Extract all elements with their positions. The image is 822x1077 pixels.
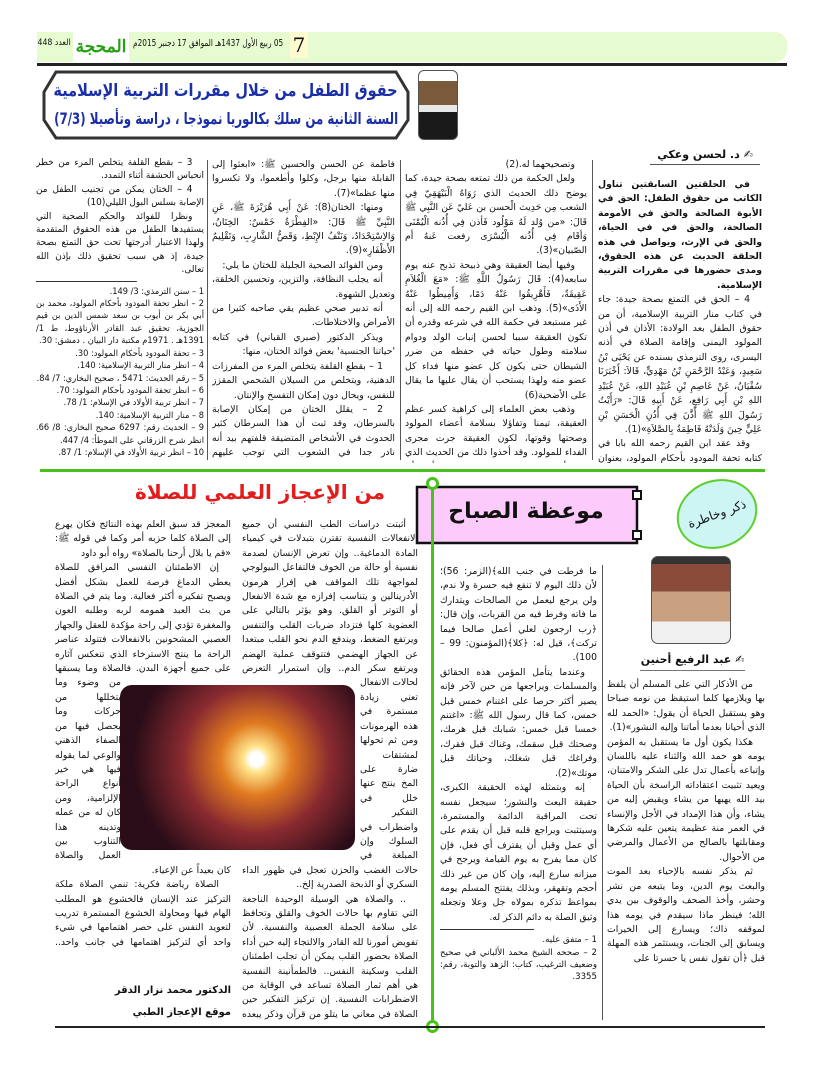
article1-column-1 [598,178,762,463]
wrap-spacer [242,680,360,852]
article2-column-right [607,678,765,1023]
footnote-separator [440,929,534,930]
paragraph: 3 – بقطع القلفة يتخلص المرء من خطر انحباس الحشفة أثناء التمدد. [36,157,204,182]
paragraph: ومن الفوائد الصحية الجليلة للختان ما يلي: [222,259,383,271]
footnote: 1 – سنن الترمذي: 3/ 149. [109,286,204,297]
author-line [641,653,745,666]
header-rule [37,63,787,66]
paragraph: أثبتت دراسات الطب النفسي أن جميع الانفعالات النفسية تقترن بتبدلات في كيمياء المادة الدماغية.. وإن تعرض الإنسان لصدمة نفسية أو حالة من الخوف فالتفاعل البيولوجي لمواجهة تلك المواقف هي إفراز هرمون الأدرينالين و يتناسب إفرازه مع شدة الانفعال أو التوتر أو القلق. وهو يؤثر بالتالي على العضوية كلها فتزداد ضربات القلب والتنفس ويرتفع الضغط، ويندفع الدم نحو القلب مبتعدا عن الجهاز الهضمي فتتوقف عملية الهضم ويرتفع سكر الدم.. وإن استمرار التعرض لحالات الانفعال تعني زيادة مستمرة في هذه الهرمونات ومن ثم تحولها لمشتقات ضارة على المخ ينتج عنها خلل في التفكير واضطراب في السلوك وإن المبلغة في حالات الغضب والحزن تعجل في ظهور الداء السكري أو الذبحة الصدرية إلخ.. [242,519,418,891]
paragraph: وعندما يتأمل المؤمن هذه الحقائق والمسلمات ويراجعها من حين لآخر فإنه يصير أكثر حرصا على اغتنام خمس قبل خمس، كما قال رسول الله ﷺ: «اغتنم خمسا قبل خمس: شبابك قبل هرمك، وصحتك قبل سقمك، وغناك قبل فقرك، وفراغك قبل شغلك، وحياتك قبل موتك»(2). [440,666,597,779]
footnote: 6 – انظر تحفة المودود بأحكام المولود: 70. [56,385,204,396]
article1-title-box [42,70,410,140]
issue-number-box [38,38,71,48]
signature-source: موقع الإعجاز الطبي [132,1007,231,1018]
footnote: 7 – انظر تربية الأولاد في الإسلام: 1/ 78. [63,398,204,409]
author-name: عبد الرفيع أحنين [640,653,732,666]
footnote: 4 – انظر منار التربية الإسلامية: 140. [77,361,204,372]
footnotes [440,934,597,984]
paragraph: 4 – الحق في التمتع بصحة جيدة: جاء في كتاب منار التربية الإسلامية، أن من حقوق الطفل بعد الولادة: الأذان في أذن المولود اليمنى وإقامة الصلاة في أذنه اليسرى، روى الترمذي بسنده عن يَحْيَى بْنُ سَعِيدٍ، وَعَبْدُ الرَّحْمَنِ بْنُ مَهْدِيٍّ، قَالاَ: أَخْبَرَنَا سُفْيَانُ، عَنْ عَاصِمِ بْنِ عُبَيْدِ اللهِ، عَنْ عُبَيْدِ اللهِ بْنِ أَبِي رَافِعٍ، عَنْ أَبِيهِ قَالَ: «رَأَيْتُ رَسُولَ اللهِ ﷺ أَذَّنَ فِي أُذُنِ الْحَسَنِ بْنِ عَلِيٍّ حِينَ وَلَدَتْهُ فَاطِمَةُ بِالصَّلاَةِ»(1). [598,294,762,435]
paragraph: ومنها: الختان(8): عَنْ أَبِي هُرَيْرَةَ ﷺ، عَنِ النَّبِيِّ ﷺ قَالَ: «الفِطْرَةُ خَمْسٌ: الخِتَانُ، وَالاِسْتِحْدَادُ، وَنَتْفُ الإِبْطِ، وَقَصُّ الشَّارِبِ، وَتَقْلِيمُ الأَظْفَارِ»(9). [212,202,395,257]
issue-number: العدد 448 [37,38,71,48]
paragraph: المعجز قد سبق العلم بهذه النتائج فكان يهرع إلى الصلاة كلما حزبه أمر وكما في قوله ﷺ: «قم يا بلال أرحنا بالصلاة» رواه أبو داود [55,519,231,559]
title-line-box [54,78,398,105]
issue-date-box [133,38,283,49]
paragraph: ما فرطت في جنب الله﴾(الزمر: 56)؛ لأن ذلك اليوم لا تنفع فيه حسرة ولا ندم، ولن يرجع ليعمل من الصالحات ويتدارك ما فاته وفرط فيه من القربات، وإن قال: ﴿رب ارجعون لعلي أعمل صالحا فيما تركت﴾، قيل له: ﴿كلا﴾(المؤمنون: 99 – 100). [440,566,597,664]
article3-title: من الإعجاز العلمي للصلاة [135,480,385,504]
article1-title [54,78,398,132]
column-badge: ذكر وخاطرة [667,468,767,560]
author-name: د. لحسن وعكي [657,148,740,161]
pen-icon: ✍ [731,653,745,666]
footnote-separator [36,281,137,282]
signature-name: الدكتور محمد نزار الدقر [114,985,231,996]
paragraph: ونظرا للفوائد والحكم الصحية التي يستفيدها الطفل من هذه الحقوق المتقدمة ولهذا الاعتبار أدرجتها تحت حق التمتع بصحة جيدة، إذ هي سبب تحقيق ذلك بإذن الله تعالى. [36,210,204,276]
green-vertical-divider [431,483,434,1023]
footnote: 2 – صححه الشيخ محمد الألباني في صحيح وضعيف الترغيب، كتاب: الزهد والتوبة، رقم: 3355. [440,947,597,983]
article2-title-box [415,485,645,545]
author-photo [418,70,458,140]
paragraph: فاطمة عن الحسن والحسين ﷺ: «ابعثوا إلى القابلة منها برجل، وكلوا وأطعموا، ولا تكسروا منها عظما»(7). [212,159,395,199]
wrap-spacer [121,680,231,852]
footnote: 3 – تحفة المودود بأحكام المولود: 30. [75,348,204,359]
paragraph: إنه وبتمثله لهذه الحقيقة الكبرى، حقيقة البعث والنشور؛ سيجعل نفسه تحت المراقبة الدائمة والمستمرة، وسيتثبت ويراجع قلبه قبل أن يقدم على أي عمل وقبل أن يقترف أي فعل، فإن كان مما يفرح به يوم القيامة ويرجح في ميزانه سارع إليه، وإن كان من غير ذلك أحجم وتقهقر، وبذلك يفتتح المسلم يومه بمواعظ تذكره بمولاه جل وعلا وتجعله وثيق الصلة به دائم الذكر له. [440,782,597,923]
article3-column-left [55,518,231,948]
column-divider [602,565,603,1020]
paragraph: أنه يجلب النظافة، والتزين، وتحسين الخلقة، وتعديل الشهوة. [212,274,395,300]
paragraph: وقد عقد ابن القيم رحمه الله بابا في كتابه تحفة المودود بأحكام المولود، بعنوان [598,438,762,463]
section-divider [40,469,765,472]
author-line [657,148,753,161]
footnote: 5 – رقم الحديث: 5471 ، صحيح البخاري: 7/ 84. [36,373,204,384]
article3-column-right [242,518,418,1023]
footnote: 2 – انظر تحفة المودود بأحكام المولود، محمد بن أبي بكر بن أيوب بن سعد شمس الدين بن قيم الجوزية، تحقيق عبد القادر الأرناؤوط، ط 1/ 1391هـ . 1971م مكتبة دار البيان . دمشق: 30. [36,299,204,347]
footnotes [36,286,204,460]
paragraph: من الأذكار التي على المسلم أن يلفظ بها ويلازمها كلما استيقظ من نومه صباحا وهو يستقبل الحياة أن يقول: «الحمد لله الذي أحيانا بعدما أماتنا وإليه النشور»(1). [607,679,765,734]
footnote: 8 – منار التربية الإسلامية: 140. [95,410,204,421]
paragraph: ولعل الحكمة من ذلك تمتعه بصحة جيدة، كما يوضح ذلك الحديث الذي رَوَاهُ الْبَيْهَقِيّ فِي الشعب مِن حَدِيث الْحسن بن عَليّ عَن النَّبِي ﷺ قَالَ: «من وُلد لَهُ مَوْلُود فَأذن فِي أُذُنه الْيُمْنَى وَأقَام فِي أُذُنه الْيُسْرَى رفعت عَنهُ أم الصّبيان»(3). [405,173,587,257]
article3-signature [55,980,231,1024]
footnote: 10 – انظر تربية الأولاد في الإسلام: 1/ 87. [58,447,204,458]
article3-title-box [110,480,410,504]
paragraph: 1 – بقطع القلفة يتخلص المرء من المفرزات الدهنية، ويتخلص من السيلان الشحمي المقزز للنفس، ويحال دون إمكان التفسخ والإنتان. [212,360,395,401]
column-4-content [36,156,204,459]
paragraph: 2 – يقلل الختان من إمكان الإصابة بالسرطان، وقد ثبت أن هذا السرطان كثير الحدوث في الأشخاص المتضيقة قلفتهم بيد أنه نادر جدا في الشعوب التي توجب عليهم [212,403,395,459]
paragraph: .. والصلاة هي الوسيلة الوحيدة الناجعة التي تقاوم بها حالات الخوف والقلق وتحافظ على سلامة الجملة العصبية والنفسية. لأن تفويض أمورنا لله القادر والالتجاء إليه حين أداء الصلاة بحضور القلب يمكن أن تجلب اطمئنان القلب وسكينة النفس.. فالطمأنينة النفسية هي أهم ثمار الصلاة تساعد في الوقاية من الاضطرابات النفسية. إن تركيز التفكير حين الصلاة في معاني ما يتلو من قرآن وذكر يبعده [242,893,418,1020]
column-divider [592,160,593,460]
pen-icon: ✍ [739,148,753,161]
paragraph: هكذا يكون أول ما يستقبل به المؤمن يومه هو حمد الله والثناء عليه باللسان وإتباعه بأعمال تدل على الشكر والامتنان، ويعيد تثبيت اعتقاداته الراسخة بأن الحياة بيد الله يهبها من يشاء ويقبض إليه من يشاء، وأن هذا الإمداد في الأجل والإنساء في العمر منة عظيمة يتعين عليه شكرها ومقابلتها بالصالح من الأعمال والمرضي من الأحوال. [607,736,765,863]
paragraph: وتصحيحهما له.(2) [505,159,575,170]
column-divider [207,160,208,460]
footnote: 1 – متفق عليه. [542,935,597,946]
page-number: 7 [290,32,308,58]
title-line-box [54,105,398,132]
paragraph: 4 – الختان يمكن من تجنيب الطفل من الإصابة بسلس البول الليلي(10) [36,183,204,209]
article1-author [650,148,760,165]
author-photo [651,556,731,644]
column-divider [400,160,401,460]
paragraph: الصلاة رياضة فكرية: تنمي الصلاة ملكة التركيز عند الإنسان فالخشوع هو المطلب الهام فيها ومحاولة الخشوع المستمرة تدريب لتعويد النفس على حصر اهتمامها في شيء واحد أي لتركيز اهتمامها في جانب واحد.. [55,879,231,948]
article2-column-middle [440,565,597,1020]
divider-end-circle [426,477,439,490]
article2-title-box-inner [423,499,629,524]
paragraph: أنه تدبير صحي عظيم يقي صاحبه كثيرا من الأمراض والاختلاطات. [212,303,395,329]
issue-date: 05 ربيع الأول 1437هـ الموافق 17 دجنبر 2015م [132,38,283,49]
paragraph: ويذكر الدكتور (صبري القباني) في كتابه 'حياتنا الجنسية' بعض فوائد الختان، منها: [212,331,395,358]
article1-title-line2: السنة الثانية من سلك بكالوريا نموذجا ، دراسة وتأصيلا (7/3) [53,109,398,128]
footnote: 9 – الحديث رقم: 6297 صحيح البخاري: 8/ 66. انظر شرح الزرقاني على الموطأ: 4/ 447. [36,423,204,446]
paragraph: ثم يذكر نفسه بالإحياء بعد الموت والبعث يوم الدين، وما يتبعه من نشر وحشر، وأخذ الصحف والوقوف بين يدي الله؛ فينظر ماذا سيقدم في يومه هذا لموقفه ذاك؛ ويسارع إلى الخيرات ويسابق إلى الجنات، ويستثمر هذه المهلة قبل ﴿أن تقول نفس يا حسرتا على [607,866,765,964]
newspaper-logo: المحجة [73,32,129,62]
article2-author [640,653,745,671]
paragraph: وذهب بعض العلماء إلى كراهية كسر عظم العقيقة، تيمنا وتفاؤلا بسلامة أعضاء المولود وصحتها وقوتها، لكون العقيقة جرت مجرى الفداء للمولود. وقد أخذوا ذلك من الحديث الذي [405,403,587,459]
intro-paragraph: في الحلقتين السابقتين تناول الكاتب من حقوق الطفل: الحق في الأبوة الصالحة والحق في الأمومة الصالحة، والحق في في الحياة، والحق في الإرث، ويواصل في هذه الحلقة الحديث عن هذه الحقوق، ومدى حضورها في مقررات التربية الإسلامية. [598,179,762,291]
footer-rule [55,1026,765,1028]
article1-title-line1: حقوق الطفل من خلال مقررات التربية الإسلامية [53,81,399,101]
article1-column-3 [212,158,395,463]
article1-column-2 [405,158,587,463]
paragraph: إن الاطمئنان النفسي المرافق للصلاة يعطي الدماغ فرصة للعمل بشكل أفضل ويصبح تفكيره أكثر فعالية. وما يتم في الصلاة من بث العبد همومه لربه وطلبه العون والمغفرة تؤدي إلى راحة مؤكدة للعقل والجهاز العصبي المشحونين بالانفعالات فتتولد عناصر الراحة ما ينتج الاسترخاء الذي تنعكس آثاره على جميع أجهزة البدن. فالصلاة وما يسبقها من وضوء وما يتخللها من حركات وما يحصل فيها من الصفاء الذهني والوعي لما يقوله فيها هي خير أنواع الراحة الإلزامية، ومن كان له من عمله وتدينه هذا التناوب بين العمل والصلاة كان بعيداً عن الإعياء. [55,562,231,876]
paragraph: وفيها أيضا العقيقة وهي ذبيحة تذبح عنه يوم سابعه(4): قَالَ رَسُولُ اللَّهِ ﷺ: «مَعَ الْغُلاَمِ عَقِيقَةٌ، فَأَهْرِيقُوا عَنْهُ دَمًا، وَأَمِيطُوا عَنْهُ الأَذَى»(5). وذهب ابن القيم رحمه الله إلى أنه غير مستبعد في حكمة الله في شرعه وقدره أن تكون العقيقة سببا لحسن إنبات الولد ودوام سلامته وطول حياته في حفظه من ضرر الشيطان حتى يكون كل عضو منها فداء كل عضو منه ولهذا يستحب أن يقال عليها ما يقال على الأضحية(6) [405,259,587,401]
article2-title: موعظة الصباح [448,499,604,524]
article1-column-4 [36,156,204,467]
